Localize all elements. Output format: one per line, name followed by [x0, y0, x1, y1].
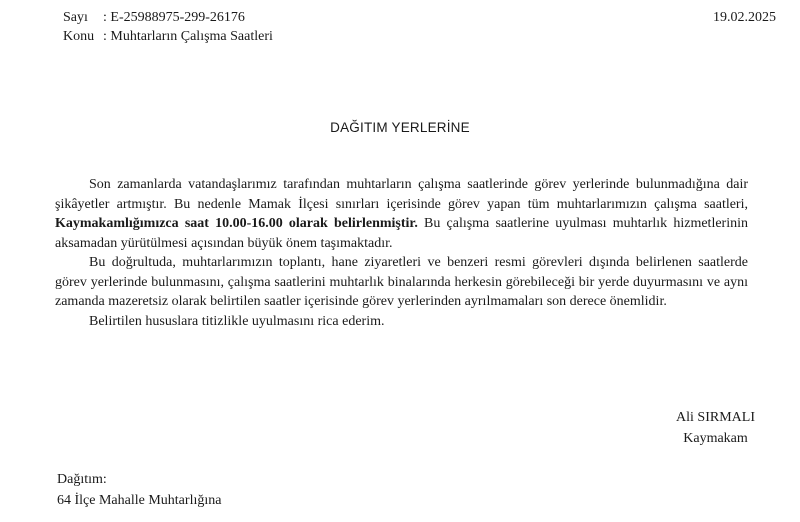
working-hours-emphasis: Kaymakamlığımızca saat 10.00-16.00 olarak belirlenmiştir.: [55, 216, 418, 231]
distribution-block: [57, 469, 221, 511]
distribution-item: 64 İlçe Mahalle Muhtarlığına: [57, 493, 222, 508]
subject-label: Konu: [63, 29, 95, 44]
body-paragraph-3: Belirtilen hususlara titizlikle uyulmasını rica ederim.: [89, 313, 385, 329]
reference-number-row: [63, 8, 273, 27]
p1-end-text: Bu çalışma saatlerine uyulması muhtarlık hizmetlerinin aksamadan yürütülmesi açısından büyük önem taşımaktadır.: [55, 216, 748, 251]
body-paragraph-1: [55, 175, 748, 253]
p1-start-text: Son zamanlarda vatandaşlarımız tarafından muhtarların çalışma saatlerinde görev yerlerinde bulunmadığına dair şikâyetler artmıştır. Bu nedenle Mamak İlçesi sınırları içerisinde görev yapan tüm muhtarlarımızın çalışma saatleri,: [55, 177, 748, 212]
recipient-heading: DAĞITIM YERLERİNE: [330, 120, 470, 135]
letter-body: [55, 175, 748, 331]
body-paragraph-2: Bu doğrultuda, muhtarlarımızın toplantı, hane ziyaretleri ve benzeri resmi görevleri dışında belirlenen saatlerde görev yerlerinde bulunmasını, çalışma saatlerini muhtarlık binalarında herkesin görebileceği bir yerde duyurmasını ve aynı zamanda mazeretsiz olarak belirtilen saatler içerisinde görev yerlerinden ayrılmamaları son derece önemlidir.: [55, 255, 748, 309]
letter-meta: [63, 8, 273, 46]
distribution-label: Dağıtım:: [57, 472, 107, 487]
letter-date: 19.02.2025: [713, 10, 776, 25]
subject-value: : Muhtarların Çalışma Saatleri: [103, 29, 273, 44]
reference-number-label: Sayı: [63, 10, 88, 25]
reference-number-value: : E-25988975-299-26176: [103, 10, 245, 25]
signature-block: [676, 407, 755, 449]
signatory-name: Ali SIRMALI: [676, 410, 755, 425]
subject-row: [63, 27, 273, 46]
signatory-title: Kaymakam: [683, 431, 748, 446]
